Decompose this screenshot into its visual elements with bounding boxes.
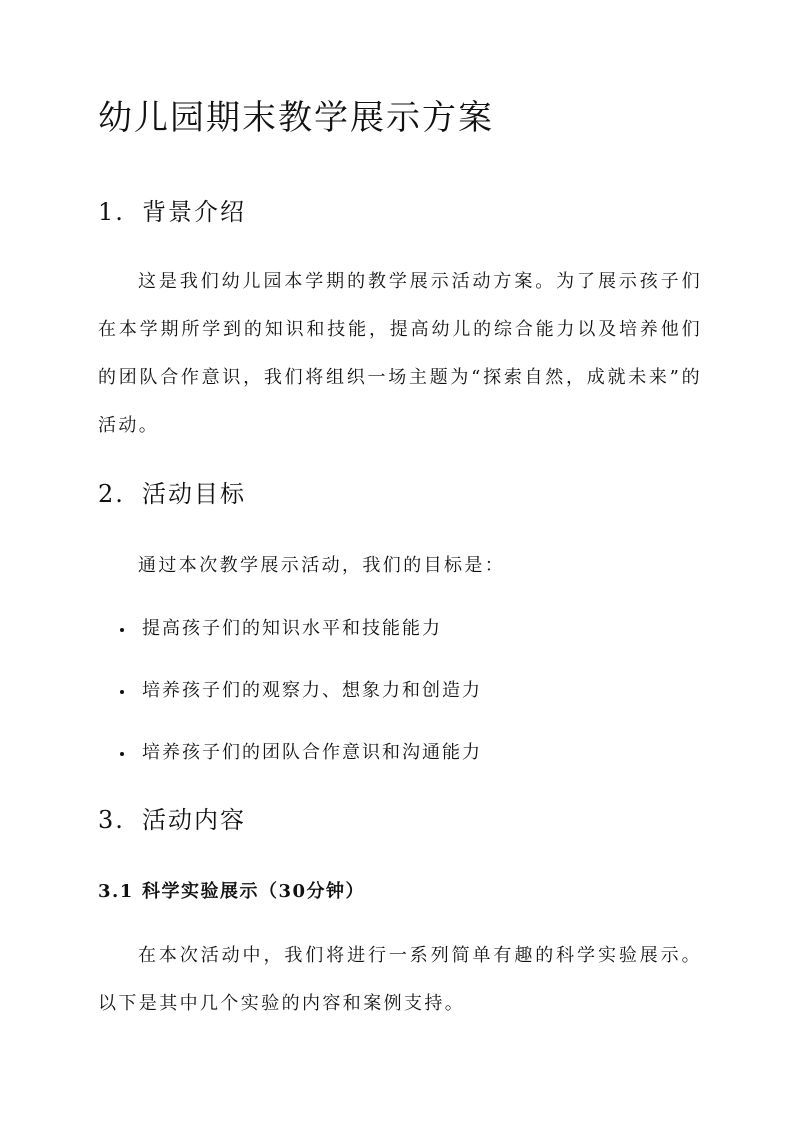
list-item bbox=[98, 616, 702, 678]
goals-list bbox=[98, 616, 702, 802]
list-item bbox=[98, 678, 702, 740]
subsection-heading-science bbox=[98, 879, 365, 905]
bullet-icon bbox=[120, 752, 124, 756]
bullet-icon bbox=[120, 690, 124, 694]
section-heading-background bbox=[98, 196, 246, 228]
section-title: 活动内容 bbox=[142, 806, 246, 834]
list-item bbox=[98, 740, 702, 802]
section-heading-goals bbox=[98, 478, 246, 510]
section-title: 活动目标 bbox=[142, 480, 246, 508]
subsection-number: 3.1 bbox=[98, 881, 134, 902]
list-item-text: 提高孩子们的知识水平和技能能力 bbox=[142, 618, 442, 639]
subsection-title: 科学实验展示（30分钟） bbox=[142, 881, 366, 902]
document-title: 幼儿园期末教学展示方案 bbox=[98, 98, 494, 138]
section-number: 1. bbox=[98, 198, 125, 226]
bullet-icon bbox=[120, 628, 124, 632]
section-heading-content bbox=[98, 804, 246, 836]
section-number: 2. bbox=[98, 480, 125, 508]
science-paragraph: 在本次活动中，我们将进行一系列简单有趣的科学实验展示。以下是其中几个实验的内容和案例支持。 bbox=[98, 945, 702, 1014]
list-item-text: 培养孩子们的团队合作意识和沟通能力 bbox=[142, 742, 482, 763]
goals-intro-paragraph: 通过本次教学展示活动，我们的目标是： bbox=[138, 555, 506, 576]
background-paragraph: 这是我们幼儿园本学期的教学展示活动方案。为了展示孩子们在本学期所学到的知识和技能，提高幼儿的综合能力以及培养他们的团队合作意识，我们将组织一场主题为“探索自然，成就未来”的活动。 bbox=[98, 271, 702, 436]
section-number: 3. bbox=[98, 806, 125, 834]
section-title: 背景介绍 bbox=[142, 198, 246, 226]
list-item-text: 培养孩子们的观察力、想象力和创造力 bbox=[142, 680, 482, 701]
